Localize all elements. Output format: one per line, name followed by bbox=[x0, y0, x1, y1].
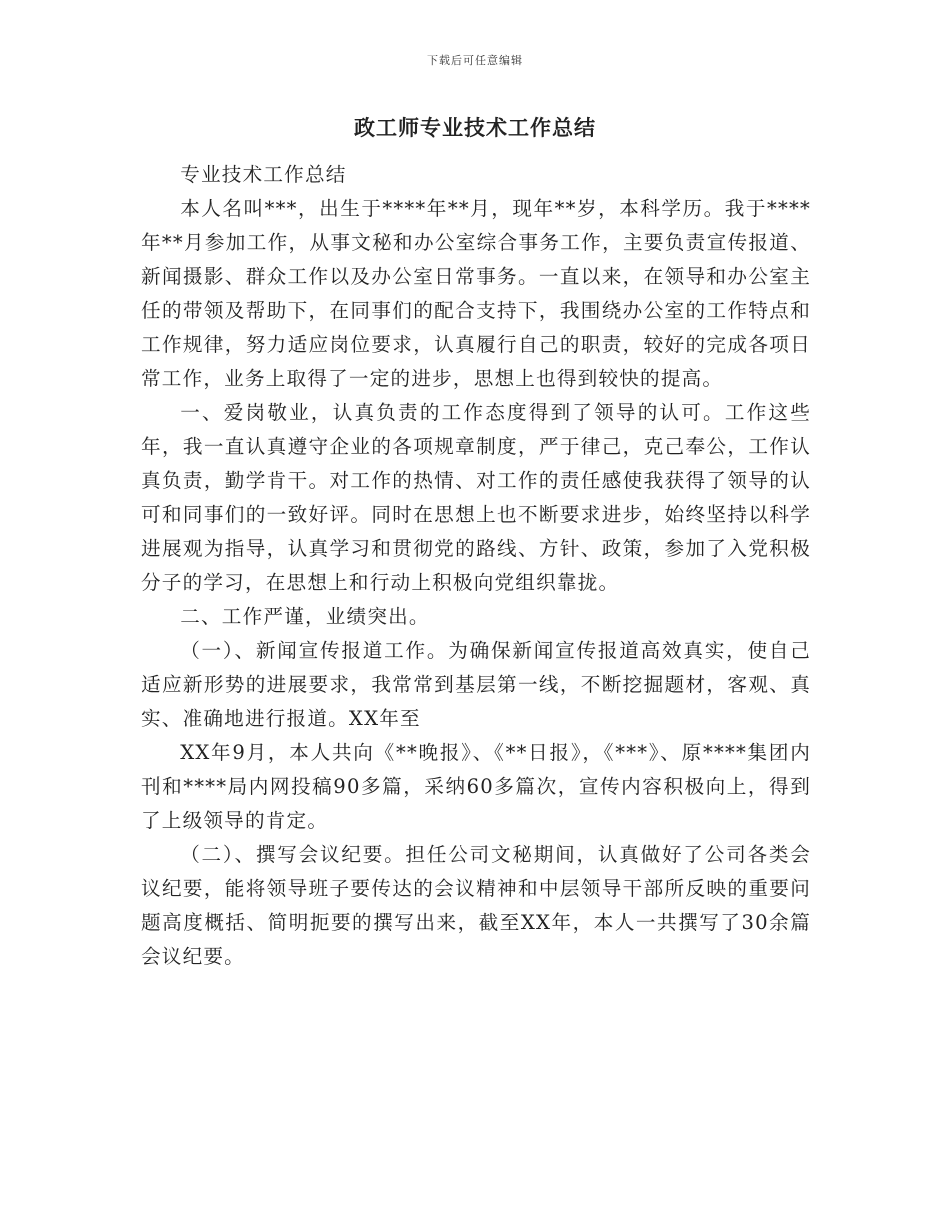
paragraph-section-2-heading: 二、工作严谨，业绩突出。 bbox=[180, 605, 430, 628]
paragraph-intro: 本人名叫***，出生于****年**月，现年**岁，本科学历。我于****年**月参加工作，从事文秘和办公室综合事务工作，主要负责宣传报道、新闻摄影、群众工作以及办公室日常事务。一直以来，在领导和办公室主任的带领及帮助下，在同事们的配合支持下，我围绕办公室的工作特点和工作规律，努力适应岗位要求，认真履行自己的职责，较好的完成各项日常工作，业务上取得了一定的进步，思想上也得到较快的提高。 bbox=[141, 197, 811, 390]
paragraph-news-reporting: （一）、新闻宣传报道工作。为确保新闻宣传报道高效真实，使自己适应新形势的进展要求，我常常到基层第一线，不断挖掘题材，客观、真实、准确地进行报道。XX年至 bbox=[141, 639, 811, 730]
paragraph-news-results: XX年9月，本人共向《**晚报》、《**日报》，《***》、原****集团内刊和****局内网投稿90多篇，采纳60多篇次，宣传内容积极向上，得到了上级领导的肯定。 bbox=[141, 741, 811, 832]
document-title: 政工师专业技术工作总结 bbox=[354, 115, 596, 140]
paragraph-section-1: 一、爱岗敬业，认真负责的工作态度得到了领导的认可。工作这些年，我一直认真遵守企业的各项规章制度，严于律己，克己奉公，工作认真负责，勤学肯干。对工作的热情、对工作的责任感使我获得了领导的认可和同事们的一致好评。同时在思想上也不断要求进步，始终坚持以科学进展观为指导，认真学习和贯彻党的路线、方针、政策，参加了入党积极分子的学习，在思想上和行动上积极向党组织靠拢。 bbox=[141, 401, 811, 594]
header-note: 下载后可任意编辑 bbox=[427, 54, 523, 67]
paragraph-subtitle: 专业技术工作总结 bbox=[180, 163, 347, 186]
document-body bbox=[141, 158, 811, 974]
paragraph-meeting-minutes: （二）、撰写会议纪要。担任公司文秘期间，认真做好了公司各类会议纪要，能将领导班子要传达的会议精神和中层领导干部所反映的重要问题高度概括、简明扼要的撰写出来，截至XX年，本人一共撰写了30余篇会议纪要。 bbox=[141, 843, 811, 968]
